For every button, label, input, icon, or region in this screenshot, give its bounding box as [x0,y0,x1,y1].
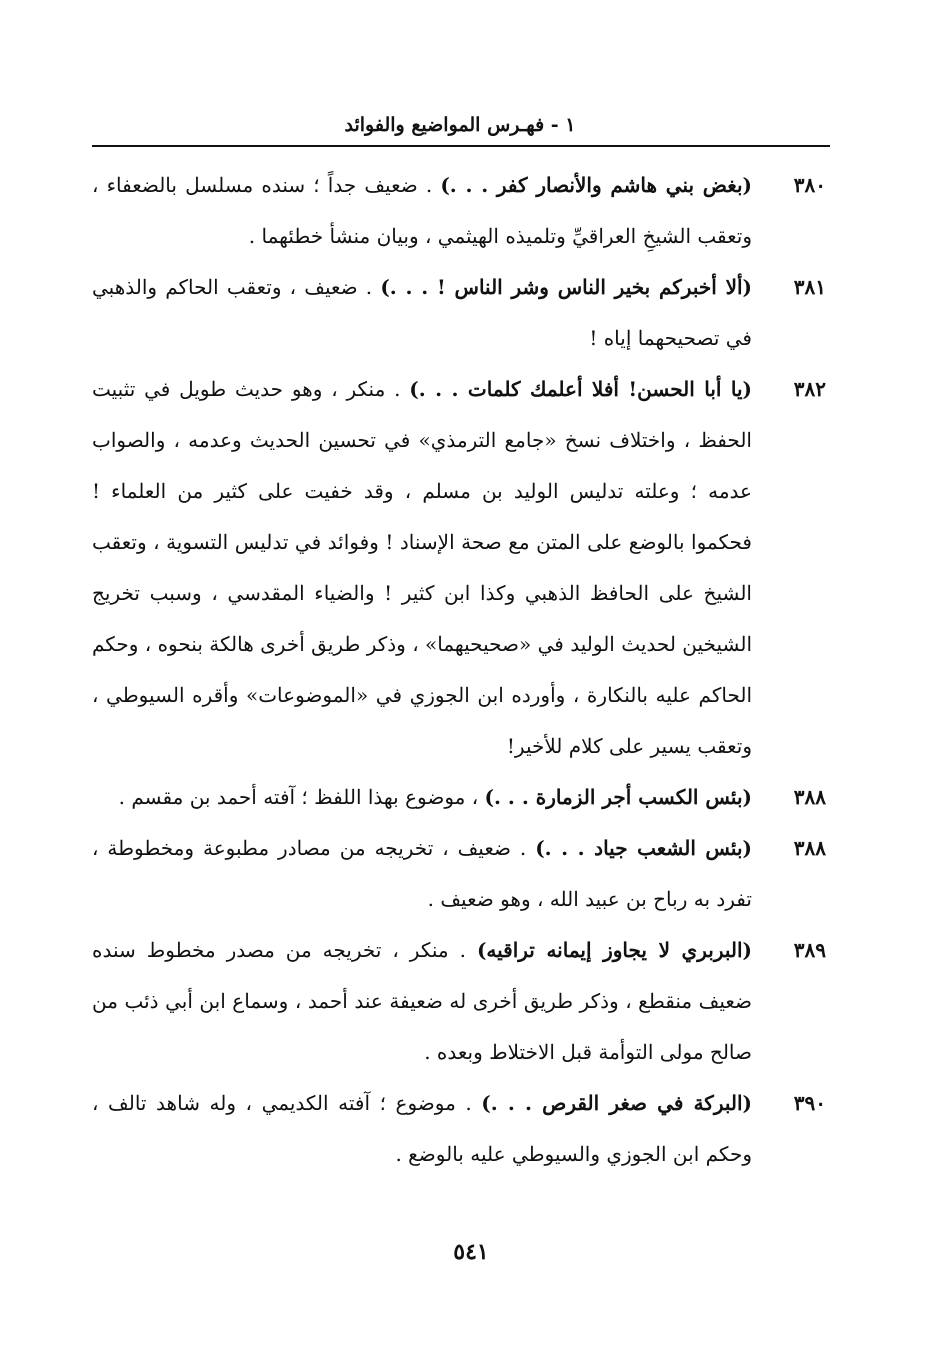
entry-number: ٣٨٢ [793,377,826,401]
index-entry [92,364,830,772]
header-rule [92,145,830,147]
entry-number: ٣٨٨ [793,785,826,809]
page-number: ٥٤١ [453,1239,489,1265]
entry-number: ٣٨٩ [793,938,826,962]
entry-text [92,823,752,925]
entry-commentary: . ضعيف ، وتعقب الحاكم والذهبي في تصحيحهما إياه ! [92,275,752,350]
entry-commentary: . ضعيف جداً ؛ سنده مسلسل بالضعفاء ، وتعقب الشيخِ العراقيِّ وتلميذه الهيثمي ، وبيان منشأ خطئهما . [92,173,752,248]
index-entry [92,1078,830,1180]
index-entries [92,160,830,1220]
entry-commentary: . منكر ، وهو حديث طويل في تثبيت الحفظ ، واختلاف نسخ «جامع الترمذي» في تحسين الحديث وعدمه ، والصواب عدمه ؛ وعلته تدليس الوليد بن مسلم ، وقد خفيت على كثير من العلماء ! فحكموا بالوضع على المتن مع صحة الإسناد ! وفوائد في تدليس التسوية ، وتعقب الشيخ على الحافظ الذهبي وكذا ابن كثير ! والضياء المقدسي ، وسبب تخريج الشيخين لحديث الوليد في «صحيحيهما» ، وذكر طريق أخرى هالكة بنحوه ، وحكم الحاكم عليه بالنكارة ، وأورده ابن الجوزي في «الموضوعات» وأقره السيوطي ، وتعقب يسير على كلام للأخير! [92,377,753,758]
hadith-text: (بئس الشعب جياد . . .) [535,836,752,860]
entry-number: ٣٩٠ [793,1091,826,1115]
hadith-text: (بئس الكسب أجر الزمارة . . .) [484,785,752,809]
hadith-text: (بغض بني هاشم والأنصار كفر . . .) [440,173,752,197]
index-entry [92,823,830,925]
hadith-text: (البربري لا يجاوز إيمانه تراقيه) [476,938,752,962]
index-entry [92,262,830,364]
index-entry [92,160,830,262]
hadith-text: (البركة في صغر القرص . . .) [481,1091,752,1115]
entry-number: ٣٨٠ [793,173,826,197]
hadith-text: (ألا أخبركم بخير الناس وشر الناس ! . . .) [380,275,752,299]
entry-text [92,925,752,1078]
entry-text [92,160,752,262]
entry-text [92,772,752,823]
entry-text [92,262,752,364]
entry-commentary: ، موضوع بهذا اللفظ ؛ آفته أحمد بن مقسم . [118,785,485,809]
index-entry [92,925,830,1078]
entry-commentary: . منكر ، تخريجه من مصدر مخطوط سنده ضعيف منقطع ، وذكر طريق أخرى له ضعيفة عند أحمد ، وسماع ابن أبي ذئب من صالح مولى التوأمة قبل الاختلاط وبعده . [92,938,752,1064]
entry-text [92,1078,752,1180]
running-header: ١ - فهـرس المواضيع والفوائد [344,114,576,136]
entry-commentary: . موضوع ؛ آفته الكديمي ، وله شاهد تالف ، وحكم ابن الجوزي والسيوطي عليه بالوضع . [92,1091,752,1166]
entry-commentary: . ضعيف ، تخريجه من مصادر مطبوعة ومخطوطة ، تفرد به رباح بن عبيد الله ، وهو ضعيف . [92,836,752,911]
hadith-text: (يا أبا الحسن! أفلا أعلمك كلمات . . .) [409,377,752,401]
entry-number: ٣٨١ [793,275,826,299]
index-entry [92,772,830,823]
entry-text [92,364,752,772]
entry-number: ٣٨٨ [793,836,826,860]
